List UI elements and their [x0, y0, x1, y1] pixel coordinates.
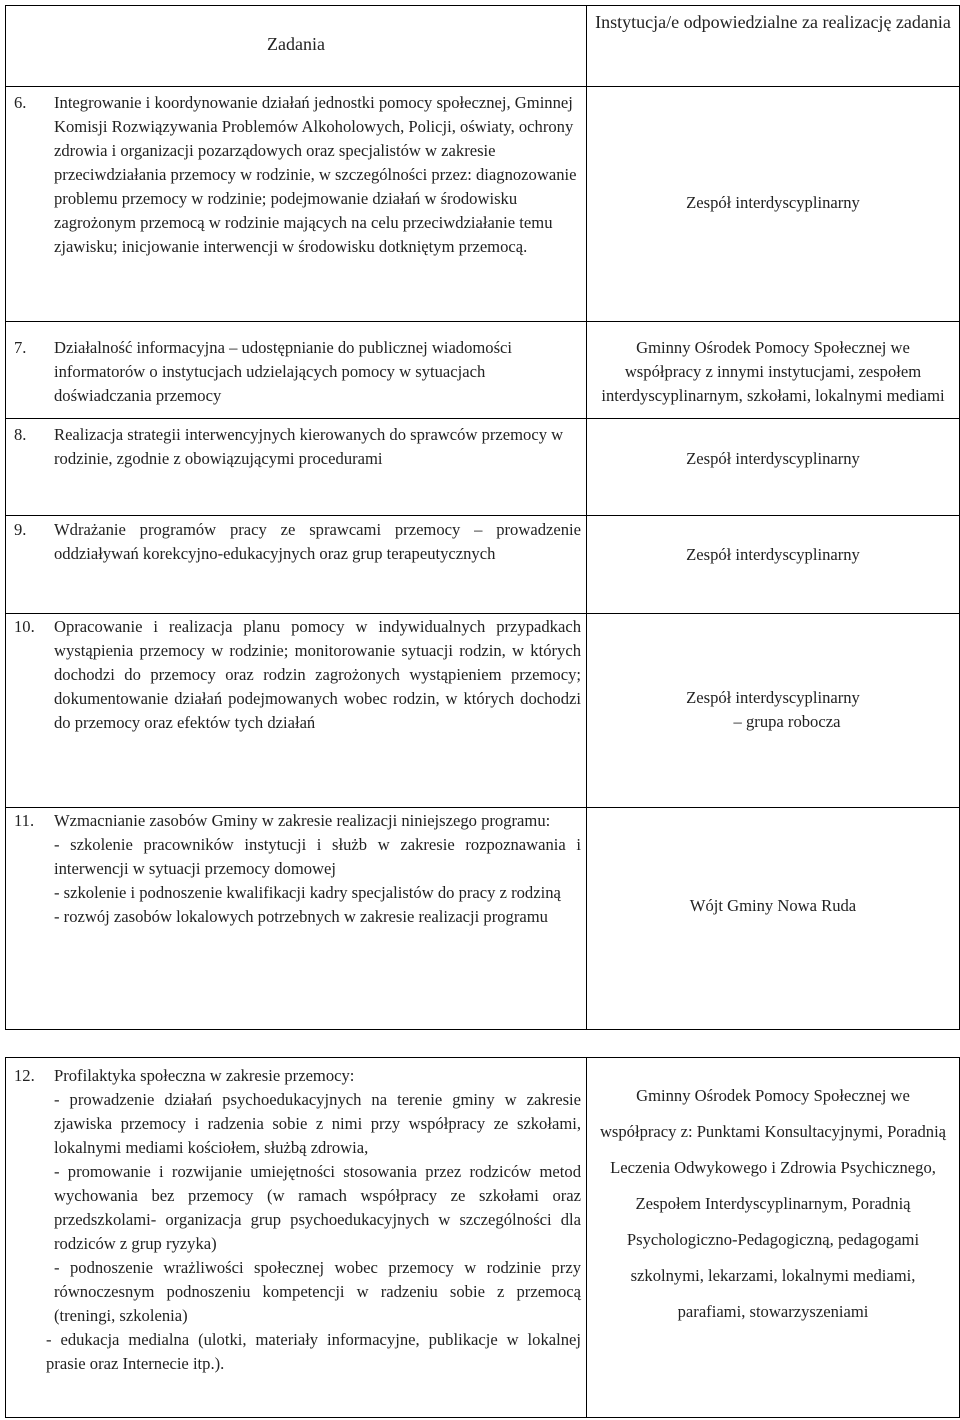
task-text: Działalność informacyjna – udostępnianie do publicznej wiadomości informatorów o instytucjach udzielających pomocy w sytuacjach doświadczania przemocy	[54, 338, 513, 405]
task-text: Integrowanie i koordynowanie działań jednostki pomocy społecznej, Gminnej Komisji Rozwiązywania Problemów Alkoholowych, Policji, oświaty, ochrony zdrowia i organizacji pozarządowych oraz specjalistów w zakresie przeciwdziałania przemocy w rodzinie, w szczególności przez: diagnozowanie problemu przemocy w rodzinie; podejmowanie działań w środowisku zagrożonym przemocą w rodzinie mających na celu przeciwdziałanie temu zjawisku; inicjowanie interwencji w środowisku dotkniętym przemocą.	[54, 93, 577, 256]
responsible-text: Zespół interdyscyplinarny	[686, 193, 860, 212]
responsible-cell	[587, 322, 960, 419]
task-cell	[6, 87, 587, 322]
responsible-text: Gminny Ośrodek Pomocy Społecznej we współpracy z: Punktami Konsultacyjnymi, Poradnią Leczenia Odwykowego i Zdrowia Psychicznego, Zespołem Interdyscyplinarnym, Poradnią Psychologiczno-Pedagogiczną, pedagogami szkolnymi, lekarzami, lokalnymi mediami, parafiami, stowarzyszeniami	[599, 1086, 947, 1321]
task-number: 6.	[14, 93, 27, 112]
task-text: Wzmacnianie zasobów Gminy w zakresie realizacji niniejszego programu:	[54, 811, 551, 830]
task-cell	[6, 614, 587, 808]
task-list-item: - promowanie i rozwijanie umiejętności stosowania przez rodziców metod wychowania bez przemocy (w ramach współpracy ze szkołami oraz przedszkolami- organizacja grup psychoedukacyjnych w szczególności dla rodziców z grup ryzyka)	[54, 1162, 581, 1253]
task-text: Profilaktyka społeczna w zakresie przemocy:	[54, 1066, 355, 1085]
task-cell	[6, 808, 587, 1030]
table-row	[6, 1058, 960, 1418]
task-number: 9.	[14, 520, 27, 539]
task-number: 12.	[14, 1066, 35, 1085]
table-row	[6, 87, 960, 322]
responsible-column-header: Instytucja/e odpowiedzialne za realizację zadania	[587, 6, 960, 87]
responsible-cell	[587, 87, 960, 322]
responsible-cell	[587, 614, 960, 808]
responsible-cell	[587, 419, 960, 516]
responsible-text: Gminny Ośrodek Pomocy Społecznej we współpracy z innymi instytucjami, zespołem interdyscyplinarnym, szkołami, lokalnymi mediami	[601, 338, 945, 405]
tasks-table	[5, 5, 960, 1030]
task-list-item: - rozwój zasobów lokalowych potrzebnych w zakresie realizacji programu	[54, 907, 548, 926]
responsible-cell	[587, 808, 960, 1030]
task-cell	[6, 419, 587, 516]
responsible-subtext: – grupa robocza	[733, 712, 841, 731]
table-header-row	[6, 6, 960, 87]
task-number: 11.	[14, 811, 35, 830]
task-cell	[6, 322, 587, 419]
task-list-item: - szkolenie i podnoszenie kwalifikacji kadry specjalistów do pracy z rodziną	[54, 883, 561, 902]
table-row	[6, 322, 960, 419]
table-row	[6, 614, 960, 808]
responsible-cell	[587, 1058, 960, 1418]
task-list-item: - podnoszenie wrażliwości społecznej wobec przemocy w rodzinie przy równoczesnym podnoszeniu kompetencji w radzeniu sobie z przemocą (treningi, szkolenia)	[54, 1258, 581, 1325]
task-cell	[6, 516, 587, 614]
responsible-text: Zespół interdyscyplinarny	[686, 545, 860, 564]
task-number: 10.	[14, 617, 35, 636]
responsible-text: Wójt Gminy Nowa Ruda	[689, 896, 857, 915]
tasks-table-continued	[5, 1057, 960, 1418]
task-list-item: - edukacja medialna (ulotki, materiały informacyjne, publikacje w lokalnej prasie oraz Internecie itp.).	[46, 1330, 581, 1373]
tasks-column-header: Zadania	[6, 6, 587, 87]
task-text: Opracowanie i realizacja planu pomocy w indywidualnych przypadkach wystąpienia przemocy w rodzinie; monitorowanie sytuacji rodzin, w których dochodzi do przemocy oraz rodzin zagrożonych wystąpieniem przemocy; dokumentowanie działań podejmowanych wobec rodzin, w których dochodzi do przemocy oraz efektów tych działań	[54, 617, 581, 732]
task-list-item: - szkolenie pracowników instytucji i służb w zakresie rozpoznawania i interwencji w sytuacji przemocy domowej	[54, 835, 581, 878]
responsible-cell	[587, 516, 960, 614]
task-number: 8.	[14, 425, 27, 444]
table-row	[6, 419, 960, 516]
table-row	[6, 808, 960, 1030]
responsible-text: Zespół interdyscyplinarny	[686, 449, 860, 468]
task-text: Realizacja strategii interwencyjnych kierowanych do sprawców przemocy w rodzinie, zgodnie z obowiązującymi procedurami	[54, 425, 564, 468]
task-cell	[6, 1058, 587, 1418]
task-text: Wdrażanie programów pracy ze sprawcami przemocy – prowadzenie oddziaływań korekcyjno-edukacyjnych oraz grup terapeutycznych	[54, 520, 581, 563]
table-row	[6, 516, 960, 614]
responsible-text: Zespół interdyscyplinarny	[686, 688, 860, 707]
task-number: 7.	[14, 338, 27, 357]
task-list-item: - prowadzenie działań psychoedukacyjnych na terenie gminy w zakresie zjawiska przemocy i radzenia sobie z nimi przy współpracy ze szkołami, lokalnymi mediami kościołem, służbą zdrowia,	[54, 1090, 581, 1157]
